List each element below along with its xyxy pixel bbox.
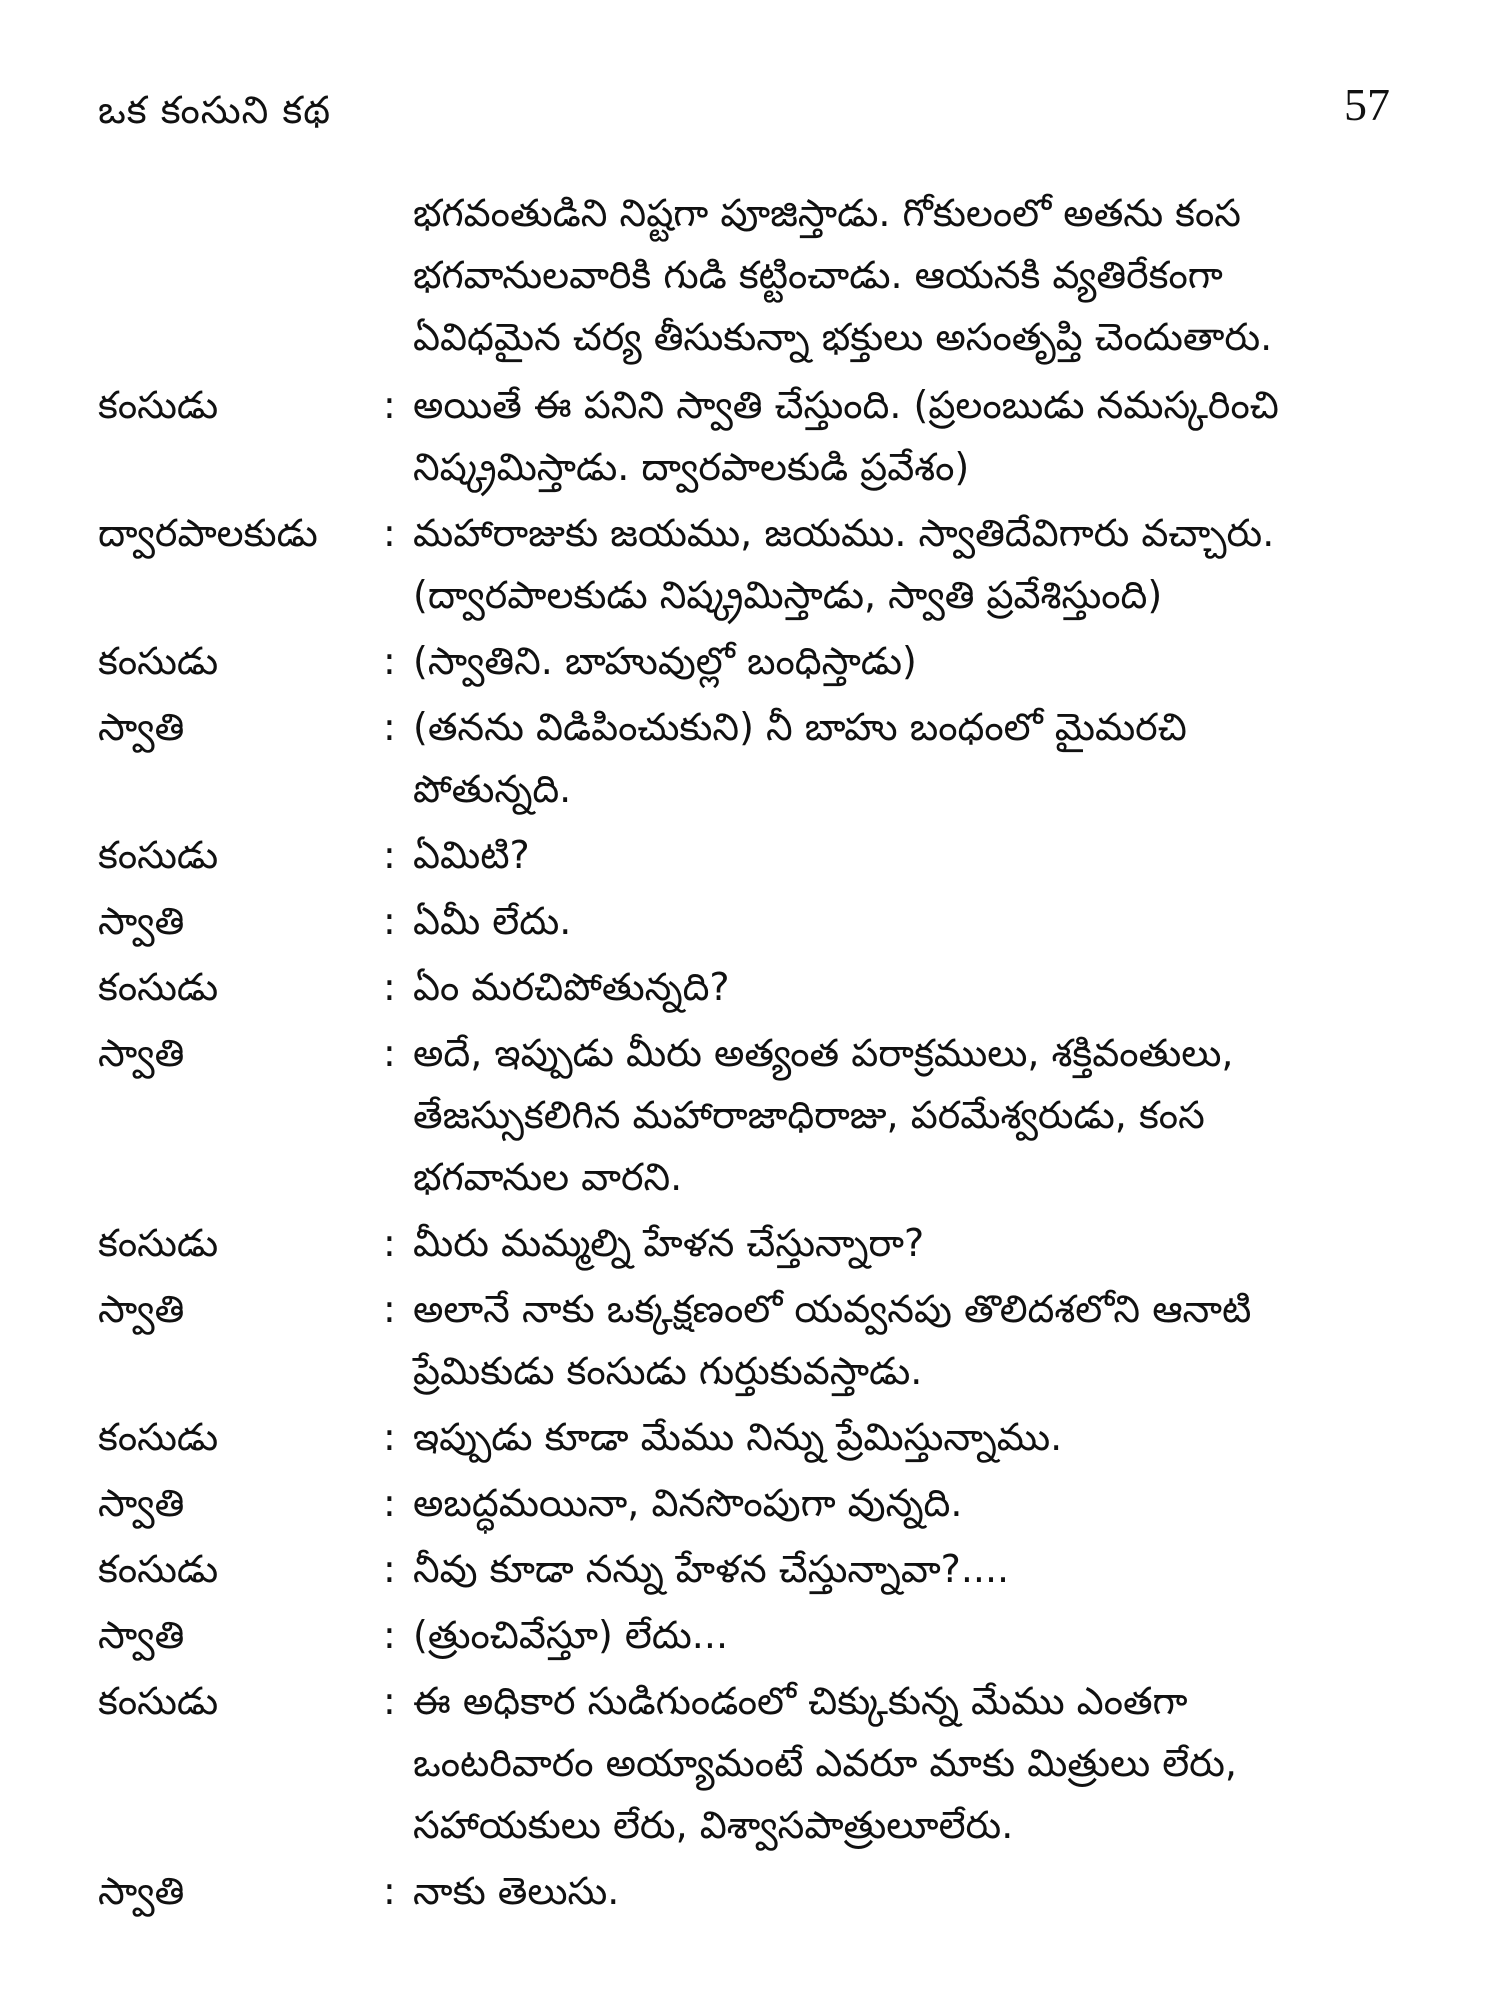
dialogue-line xyxy=(98,1604,1398,1666)
dialogue-line xyxy=(98,374,1398,498)
dialogue-text: ఇప్పుడు కూడా మేము నిన్ను ప్రేమిస్తున్నాము. xyxy=(413,1415,1063,1459)
dialogue-line xyxy=(98,1670,1398,1856)
dialogue-line xyxy=(98,1212,1398,1274)
speaker-separator: : xyxy=(383,833,396,877)
speaker-name: స్వాతి xyxy=(98,1613,185,1657)
speaker-name: స్వాతి xyxy=(98,1869,185,1913)
dialogue-line xyxy=(98,696,1398,820)
speaker-separator: : xyxy=(383,899,396,943)
dialogue-line xyxy=(98,890,1398,952)
speaker-separator: : xyxy=(383,1547,396,1591)
speaker-name: స్వాతి xyxy=(98,1287,185,1331)
dialogue-text: అదే, ఇప్పుడు మీరు అత్యంత పరాక్రములు, శక్తివంతులు, తేజస్సుకలిగిన మహారాజాధిరాజు, పరమేశ్వరుడు, కంస భగవానుల వారని. xyxy=(413,1031,1234,1199)
dialogue-text: అలానే నాకు ఒక్కక్షణంలో యవ్వనపు తొలిదశలోని ఆనాటి ప్రేమికుడు కంసుడు గుర్తుకువస్తాడు. xyxy=(413,1287,1252,1393)
speaker-name: స్వాతి xyxy=(98,1481,185,1525)
dialogue-text: నీవు కూడా నన్ను హేళన చేస్తున్నావా?.... xyxy=(413,1547,1010,1591)
dialogue-line xyxy=(98,824,1398,886)
dialogue-line xyxy=(98,956,1398,1018)
dialogue-text: (స్వాతిని. బాహువుల్లో బంధిస్తాడు) xyxy=(413,639,917,683)
dialogue-text: ఏమీ లేదు. xyxy=(413,899,572,943)
play-text xyxy=(98,182,1398,1926)
dialogue-text: ఏమిటి? xyxy=(413,833,530,877)
speaker-name: కంసుడు xyxy=(98,639,219,683)
speaker-name: స్వాతి xyxy=(98,899,185,943)
running-title: ఒక కంసుని కథ xyxy=(98,88,332,132)
speaker-separator: : xyxy=(383,1031,396,1075)
dialogue-text: అబద్ధమయినా, వినసొంపుగా వున్నది. xyxy=(413,1481,963,1525)
dialogue-text: ఏం మరచిపోతున్నది? xyxy=(413,965,730,1009)
speaker-separator: : xyxy=(383,1613,396,1657)
speaker-separator: : xyxy=(383,1869,396,1913)
speaker-name: కంసుడు xyxy=(98,1679,219,1723)
page-number: 57 xyxy=(1344,79,1390,130)
speaker-separator: : xyxy=(383,1415,396,1459)
speaker-separator: : xyxy=(383,1221,396,1265)
continuation-text: భగవంతుడిని నిష్టగా పూజిస్తాడు. గోకులంలో అతను కంస భగవానులవారికి గుడి కట్టించాడు. ఆయనకి వ్యతిరేకంగా ఏవిధమైన చర్య తీసుకున్నా భక్తులు అసంతృప్తి చెందుతారు. xyxy=(413,191,1273,359)
dialogue-line xyxy=(98,1860,1398,1922)
speaker-name: ద్వారపాలకుడు xyxy=(98,511,318,555)
speaker-separator: : xyxy=(383,1287,396,1331)
speaker-name: కంసుడు xyxy=(98,1221,219,1265)
dialogue-text: నాకు తెలుసు. xyxy=(413,1869,620,1913)
speaker-separator: : xyxy=(383,383,396,427)
dialogue-line xyxy=(98,1278,1398,1402)
dialogue-line xyxy=(98,1538,1398,1600)
page-header xyxy=(98,78,1390,138)
speaker-name: స్వాతి xyxy=(98,1031,185,1075)
dialogue-text: (తనను విడిపించుకుని) నీ బాహు బంధంలో మైమరచి పోతున్నది. xyxy=(413,705,1187,811)
speaker-separator: : xyxy=(383,639,396,683)
speaker-name: కంసుడు xyxy=(98,1415,219,1459)
speaker-separator: : xyxy=(383,705,396,749)
speaker-name: కంసుడు xyxy=(98,383,219,427)
speaker-separator: : xyxy=(383,965,396,1009)
speaker-name: కంసుడు xyxy=(98,833,219,877)
dialogue-line xyxy=(98,1472,1398,1534)
dialogue-line xyxy=(98,1022,1398,1208)
dialogue-line xyxy=(98,1406,1398,1468)
speaker-separator: : xyxy=(383,511,396,555)
speaker-name: కంసుడు xyxy=(98,1547,219,1591)
dialogue-text: మహారాజుకు జయము, జయము. స్వాతిదేవిగారు వచ్చారు. (ద్వారపాలకుడు నిష్క్రమిస్తాడు, స్వాతి ప్రవేశిస్తుంది) xyxy=(413,511,1275,617)
dialogue-line xyxy=(98,630,1398,692)
speaker-separator: : xyxy=(383,1679,396,1723)
dialogue-text: అయితే ఈ పనిని స్వాతి చేస్తుంది. (ప్రలంబుడు నమస్కరించి నిష్క్రమిస్తాడు. ద్వారపాలకుడి ప్రవేశం) xyxy=(413,383,1279,489)
speaker-name: కంసుడు xyxy=(98,965,219,1009)
dialogue-text: ఈ అధికార సుడిగుండంలో చిక్కుకున్న మేము ఎంతగా ఒంటరివారం అయ్యామంటే ఎవరూ మాకు మిత్రులు లేరు, సహాయకులు లేరు, విశ్వాసపాత్రులూలేరు. xyxy=(413,1679,1237,1847)
speaker-separator: : xyxy=(383,1481,396,1525)
dialogue-text: మీరు మమ్మల్ని హేళన చేస్తున్నారా? xyxy=(413,1221,925,1265)
dialogue-line xyxy=(98,502,1398,626)
dialogue-text: (త్రుంచివేస్తూ) లేదు... xyxy=(413,1613,729,1657)
speaker-name: స్వాతి xyxy=(98,705,185,749)
continuation-paragraph xyxy=(98,182,1398,368)
